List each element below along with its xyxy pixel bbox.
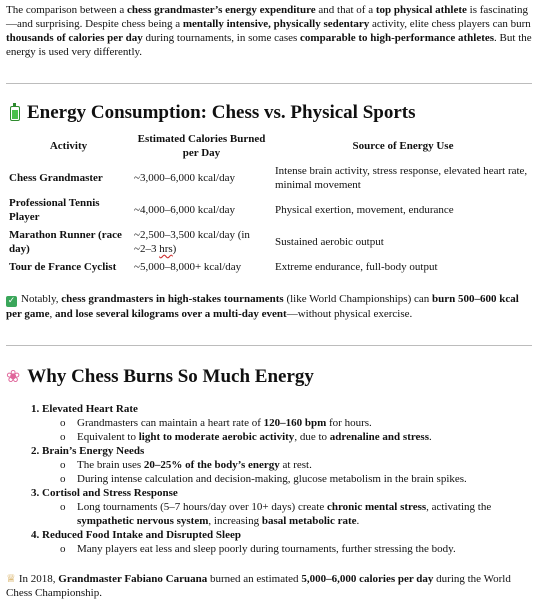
list-item: 3. Cortisol and Stress Response o Long tournaments (5–7 hours/day over 10+ days) create chronic mental stress, activating the sympathetic nervous system, increasing basal metabolic rate.: [42, 486, 532, 528]
divider: [6, 83, 532, 84]
table-row: [6, 226, 534, 258]
sub-item: o Many players eat less and sleep poorly during tournaments, further stressing the body.: [60, 542, 532, 556]
source-cell: Physical exertion, movement, endurance: [275, 204, 454, 216]
table-row: [6, 258, 534, 276]
sub-item: o Long tournaments (5–7 hours/day over 10+ days) create chronic mental stress, activating the sympathetic nervous system, increasing basal metabolic rate.: [60, 500, 532, 528]
section-heading-why: [6, 366, 532, 388]
section-title: Why Chess Burns So Much Energy: [27, 366, 314, 387]
reasons-list: [6, 402, 532, 556]
activity-cell: Marathon Runner (race day): [9, 229, 122, 255]
intro-paragraph: The comparison between a chess grandmaster’s energy expenditure and that of a top physical athlete is fascinating—and surprising. Despite chess being a mentally intensive, physically sedentary activity, elite chess players can burn thousands of calories per day during tournaments, in some cases comparable to high-performance athletes. But the energy is used very differently.: [6, 4, 532, 58]
checkmark-icon: ✓: [7, 296, 16, 306]
note-paragraph: ✓ Notably, chess grandmasters in high-stakes tournaments (like World Championships) can burn 500–600 kcal per game, and lose several kilograms over a multi-day event—without physical exercise.: [6, 293, 519, 320]
sub-item: o During intense calculation and decision-making, glucose metabolism in the brain spikes.: [60, 472, 532, 486]
column-header: Activity: [49, 140, 88, 152]
calories-cell: ~5,000–8,000+ kcal/day: [134, 261, 242, 273]
list-item: 1. Elevated Heart Rate o Grandmasters can maintain a heart rate of 120–160 bpm for hours. o Equivalent to light to moderate aerobic activity, due to adrenaline and stress.: [42, 402, 532, 444]
section-title: Energy Consumption: Chess vs. Physical Sports: [27, 102, 416, 123]
spellcheck-underline-word: hrs: [159, 243, 173, 255]
source-cell: Sustained aerobic output: [275, 236, 384, 248]
divider: [6, 345, 532, 346]
trophy-icon: ♕: [6, 572, 16, 585]
column-header: Estimated Calories Burned per Day: [137, 133, 266, 159]
sub-item: o The brain uses 20–25% of the body’s energy at rest.: [60, 458, 532, 472]
table-row: [6, 194, 534, 226]
calories-cell: ~4,000–6,000 kcal/day: [134, 204, 235, 216]
calories-cell: ~2,500–3,500 kcal/day (in ~2–3 hrs): [134, 229, 250, 255]
sub-item: o Equivalent to light to moderate aerobic activity, due to adrenaline and stress.: [60, 430, 532, 444]
column-header: Source of Energy Use: [352, 140, 454, 152]
table-row: [6, 162, 534, 194]
brain-icon: ❀: [6, 367, 21, 387]
section-heading-energy: [6, 102, 532, 124]
table-header-row: [6, 130, 534, 162]
activity-cell: Tour de France Cyclist: [9, 261, 117, 273]
sub-item: o Grandmasters can maintain a heart rate of 120–160 bpm for hours.: [60, 416, 532, 430]
battery-icon: [10, 106, 20, 121]
footer-paragraph: ♕ In 2018, Grandmaster Fabiano Caruana burned an estimated 5,000–6,000 calories per day during the World Chess Championship.: [6, 572, 511, 599]
source-cell: Extreme endurance, full-body output: [275, 261, 438, 273]
document-page: [0, 3, 536, 603]
activity-cell: Chess Grandmaster: [9, 172, 103, 184]
list-item: 4. Reduced Food Intake and Disrupted Sleep o Many players eat less and sleep poorly during tournaments, further stressing the body.: [42, 528, 532, 556]
calories-cell: ~3,000–6,000 kcal/day: [134, 172, 235, 184]
energy-table: [6, 130, 534, 276]
activity-cell: Professional Tennis Player: [9, 197, 100, 223]
list-item: 2. Brain’s Energy Needs o The brain uses 20–25% of the body’s energy at rest. o During intense calculation and decision-making, glucose metabolism in the brain spikes.: [42, 444, 532, 486]
source-cell: Intense brain activity, stress response, elevated heart rate, minimal movement: [275, 165, 528, 191]
